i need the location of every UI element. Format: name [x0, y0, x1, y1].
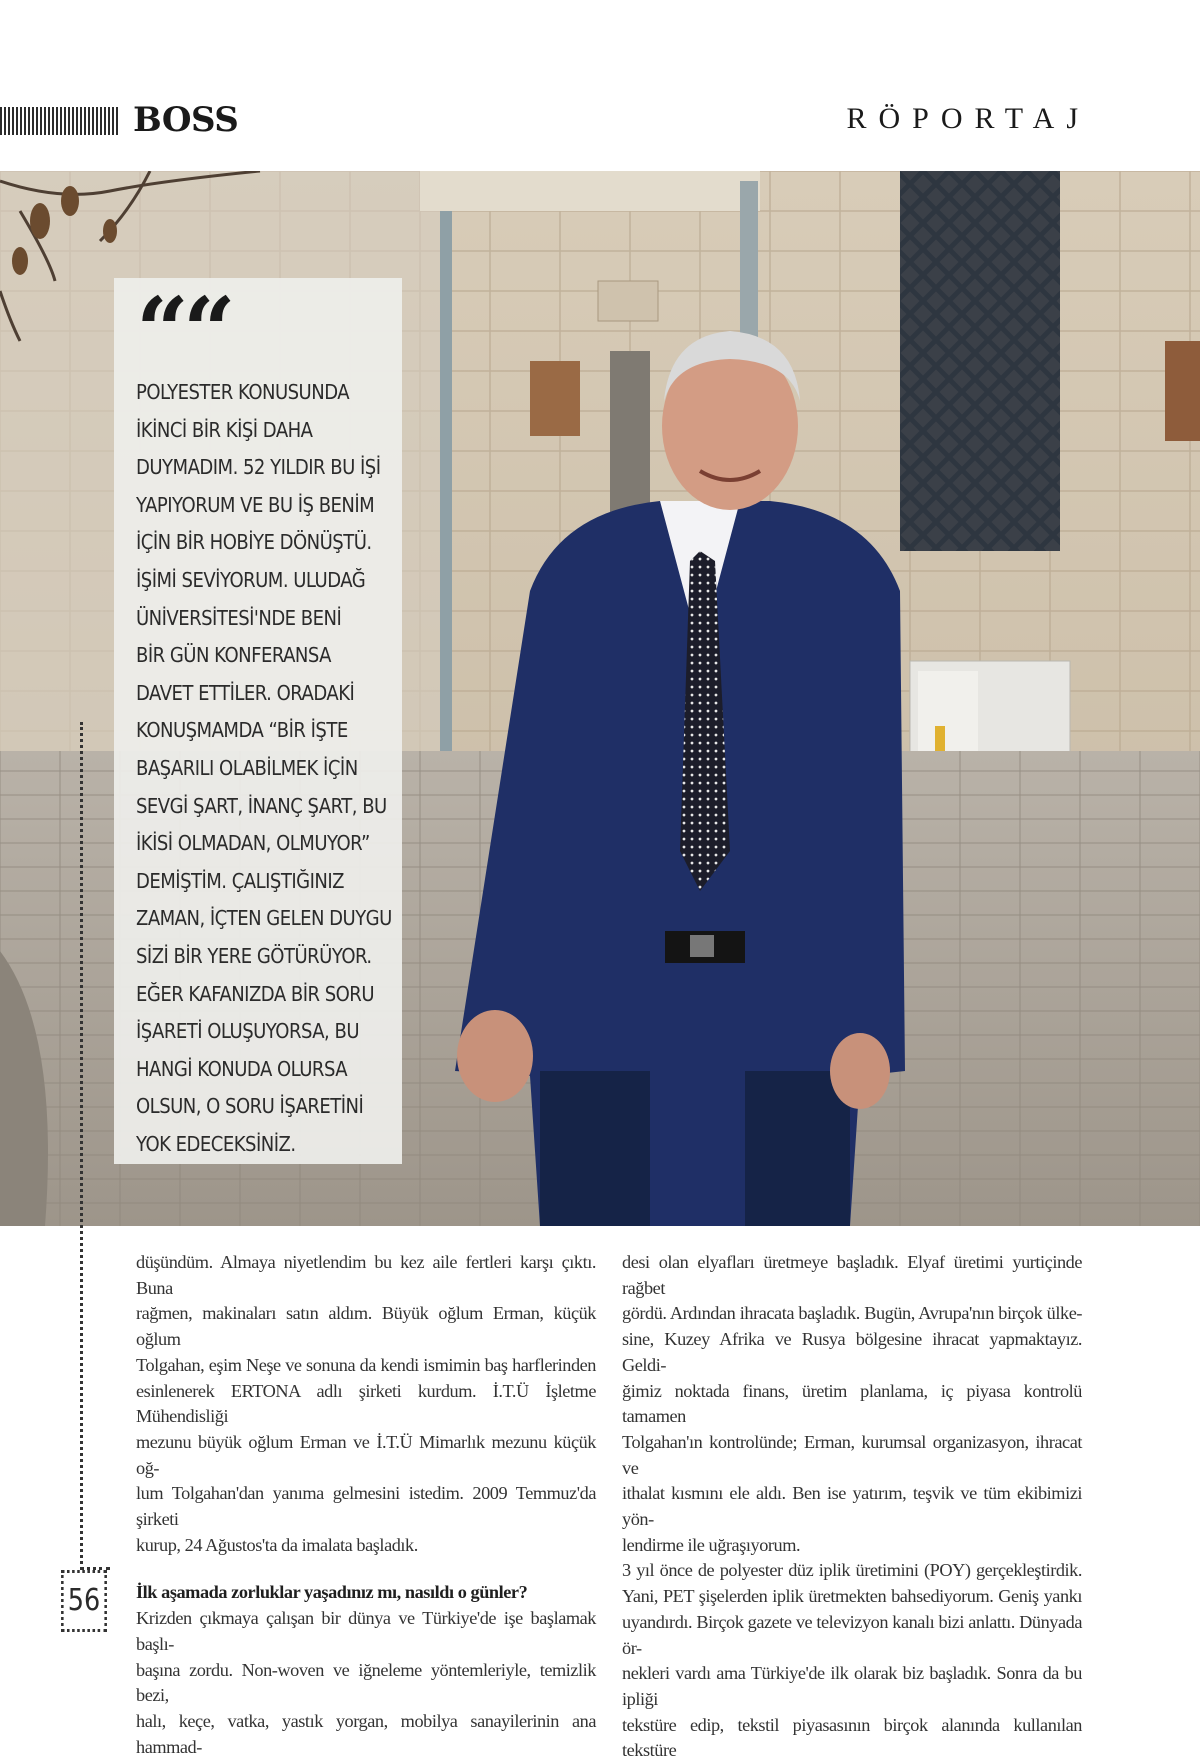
body-line: gördü. Ardından ihracata başladık. Bugün, Avrupa'nın birçok ülke-	[622, 1303, 1082, 1324]
body-line: esinlenerek ERTONA adlı şirketi kurdum. İ.T.Ü İşletme Mühendisliği	[136, 1380, 596, 1427]
pull-quote-line: SİZİ BİR YERE GÖTÜRÜYOR.	[136, 943, 372, 968]
pull-quote-line: DAVET ETTİLER. ORADAKİ	[136, 680, 355, 705]
body-line: kurup, 24 Ağustos'ta da imalata başladık.	[136, 1534, 418, 1555]
page-number: 56	[61, 1570, 107, 1632]
pull-quote-line: İŞİMİ SEVİYORUM. ULUDAĞ	[136, 567, 366, 592]
header-stripes	[0, 107, 120, 135]
pull-quote-line: DEMİŞTİM. ÇALIŞTIĞINIZ	[136, 868, 344, 893]
pull-quote-line: KONUŞMAMDA “BİR İŞTE	[136, 718, 348, 743]
pull-quote-line: BİR GÜN KONFERANSA	[136, 643, 331, 668]
pull-quote-line: İÇİN BİR HOBİYE DÖNÜŞTÜ.	[136, 530, 372, 555]
pull-quote-box	[114, 278, 402, 1164]
body-line: Yani, PET şişelerden iplik üretmekten bahsediyorum. Geniş yankı	[622, 1586, 1082, 1607]
body-line: tekstüre edip, tekstil piyasasının birçok alanında kullanılan tekstüre	[622, 1714, 1082, 1761]
body-line: uyandırdı. Birçok gazete ve televizyon kanalı bizi anlattı. Dünyada ör-	[622, 1611, 1082, 1658]
pull-quote-line: EĞER KAFANIZDA BİR SORU	[136, 981, 374, 1006]
pull-quote-line: HANGİ KONUDA OLURSA	[136, 1056, 348, 1081]
article-column-left	[136, 1250, 596, 1760]
pull-quote-line: POLYESTER KONUSUNDA	[136, 380, 350, 404]
pull-quote-line: YAPIYORUM VE BU İŞ BENİM	[136, 492, 375, 517]
pull-quote-line: ÜNİVERSİTESİ'NDE BENİ	[136, 605, 342, 630]
pull-quote-line: OLSUN, O SORU İŞARETİNİ	[136, 1094, 364, 1119]
dotted-rule-vertical	[80, 722, 83, 1570]
pull-quote-line: İKİSİ OLMADAN, OLMUYOR”	[136, 831, 370, 856]
magazine-logo: BOSS	[133, 100, 239, 140]
body-line: mezunu büyük oğlum Erman ve İ.T.Ü Mimarlık mezunu küçük oğ-	[136, 1431, 596, 1478]
body-line: 3 yıl önce de polyester düz iplik üretimini (POY) gerçekleştirdik.	[622, 1560, 1082, 1581]
body-line: Tolgahan, eşim Neşe ve sonuna da kendi ismimin baş harflerinden	[136, 1354, 596, 1375]
article-column-right	[622, 1250, 1082, 1764]
body-line: halı, keçe, vatka, yastık yorgan, mobilya sanayilerinin ana hammad-	[136, 1710, 596, 1757]
body-line: başına zordu. Non-woven ve iğneleme yöntemleriyle, temizlik bezi,	[136, 1659, 596, 1706]
body-line: rağmen, makinaları satın aldım. Büyük oğlum Erman, küçük oğlum	[136, 1303, 596, 1350]
body-line: lum Tolgahan'dan yanıma gelmesini istedim. 2009 Temmuz'da şirketi	[136, 1483, 596, 1530]
body-line: Tolgahan'ın kontrolünde; Erman, kurumsal organizasyon, ihracat ve	[622, 1431, 1082, 1478]
body-line: desi olan elyafları üretmeye başladık. Elyaf üretimi yurtiçinde rağbet	[622, 1252, 1082, 1298]
body-line: ğimiz noktada finans, üretim planlama, iç piyasa kontrolü tamamen	[622, 1380, 1082, 1427]
body-line: ithalat kısmını ele aldı. Ben ise yatırım, teşvik ve tüm ekibimizi yön-	[622, 1483, 1082, 1530]
quote-mark-icon: ““	[136, 277, 230, 385]
interview-question: İlk aşamada zorluklar yaşadınız mı, nasıldı o günler?	[136, 1582, 528, 1603]
pull-quote-line: BAŞARILI OLABİLMEK İÇİN	[136, 755, 358, 780]
pull-quote-line: YOK EDECEKSİNİZ.	[136, 1131, 296, 1156]
body-line: Krizden çıkmaya çalışan bir dünya ve Türkiye'de işe başlamak başlı-	[136, 1608, 596, 1654]
pull-quote-line: DUYMADIM. 52 YILDIR BU İŞİ	[136, 455, 381, 480]
body-line: nekleri vardı ama Türkiye'de ilk olarak biz başladık. Sonra da bu ipliği	[622, 1663, 1082, 1709]
pull-quote-line: ZAMAN, İÇTEN GELEN DUYGU	[136, 906, 392, 931]
body-line: düşündüm. Almaya niyetlendim bu kez aile fertleri karşı çıktı. Buna	[136, 1252, 596, 1298]
body-line: sine, Kuzey Afrika ve Rusya bölgesine ihracat yapmaktayız. Geldi-	[622, 1329, 1082, 1375]
pull-quote-line: SEVGİ ŞART, İNANÇ ŞART, BU	[136, 793, 387, 818]
section-title: RÖPORTAJ	[846, 102, 1090, 135]
pull-quote-line: İŞARETİ OLUŞUYORSA, BU	[136, 1019, 359, 1044]
pull-quote-line: İKİNCİ BİR KİŞİ DAHA	[136, 417, 313, 442]
body-line: lendirme ile uğraşıyorum.	[622, 1534, 801, 1555]
pull-quote-text	[136, 374, 418, 1163]
